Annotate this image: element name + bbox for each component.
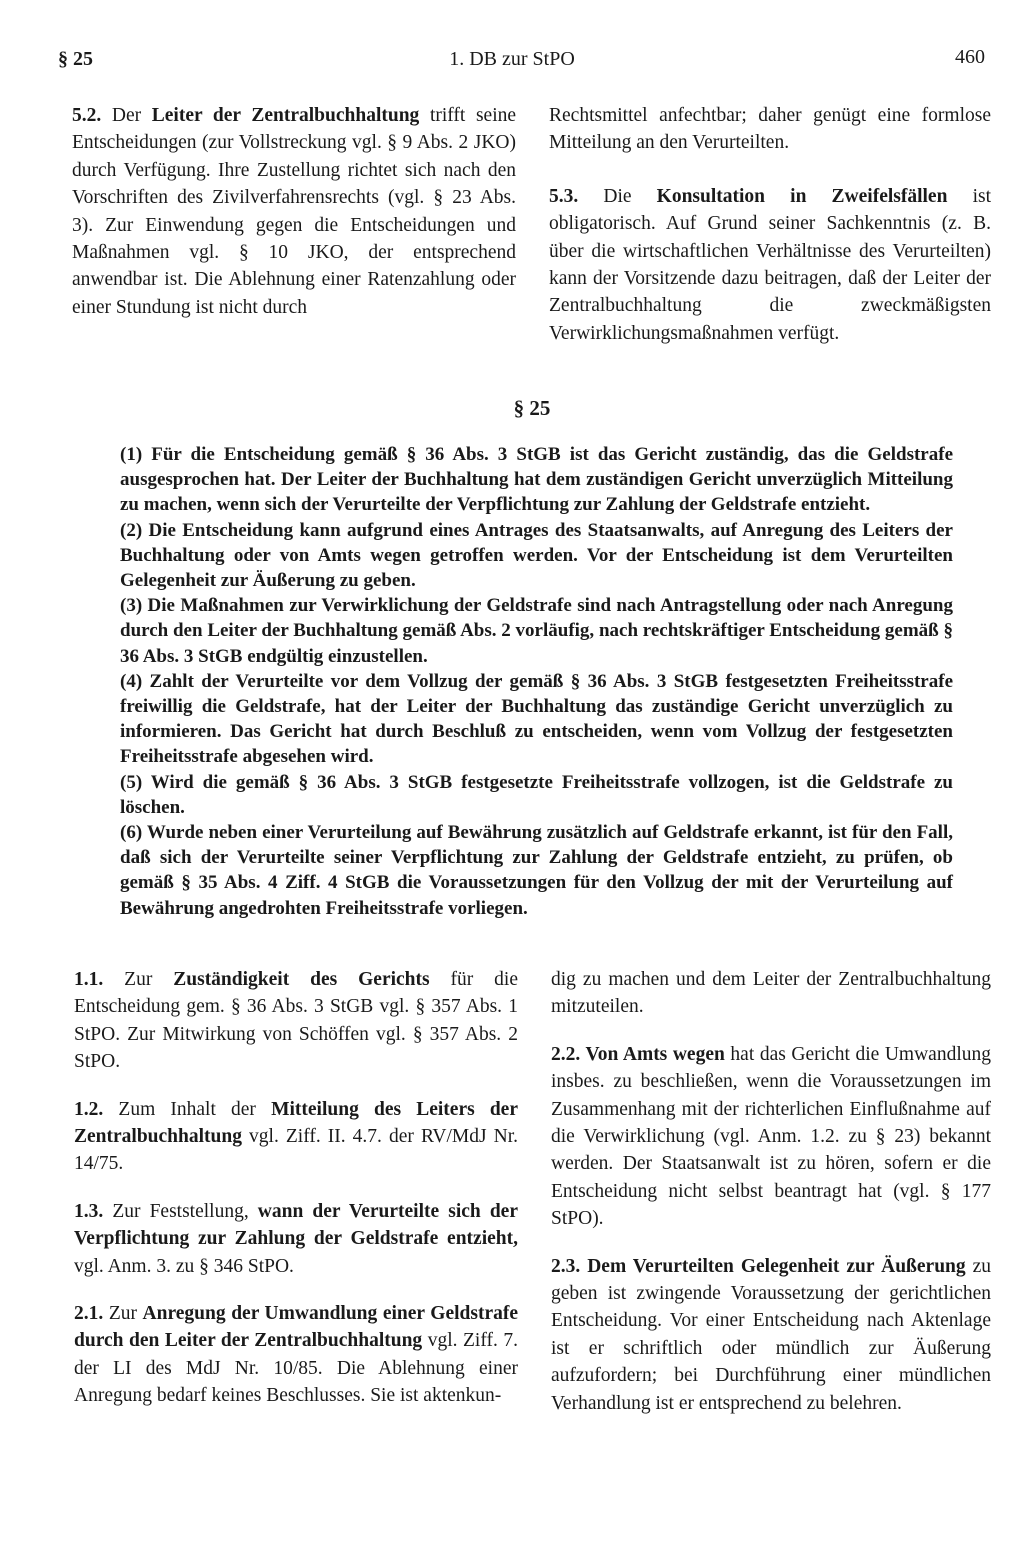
law-paragraph: (1) Für die Entscheidung gemäß § 36 Abs. 3 StGB ist das Gericht zuständig, das die Geldstrafe ausgesprochen hat. Der Leiter der Buchhaltung hat dem zuständigen Gericht unverzüglich Mitteilung zu machen, wenn sich der Verurteilte der Verpflichtung zur Zahlung der Geldstrafe entzieht. [120,444,953,516]
text-run: Zur Feststellung, [103,1200,258,1222]
text-run: ist obligatorisch. Auf Grund seiner Sachkenntnis (z. B. über die wirtschaftlichen Verhältnisse des Verurteilten) kann der Vorsitzende dazu beitragen, daß der Leiter der Zentralbuchhaltung die zweckmäßigsten Verwirklichungsmaßnahmen verfügt. [549,185,991,344]
top-right-column [549,102,991,347]
paragraph-2-3 [551,1253,991,1417]
paragraph-number: 2.1. [74,1303,104,1325]
text-run: vgl. Anm. 3. zu § 346 StPO. [74,1255,294,1277]
paragraph-number: 1.3. [74,1200,104,1222]
law-paragraph: (3) Die Maßnahmen zur Verwirklichung der Geldstrafe sind nach Antragstellung oder nach Anregung durch den Leiter der Buchhaltung gemäß Abs. 2 vorläufig, nach rechtskräftiger Entscheidung gemäß § 36 Abs. 3 StGB endgültig einzustellen. [120,595,953,667]
text-run: zu geben ist zwingende Voraussetzung der gerichtlichen Entscheidung. Vor einer Entscheidung nach Aktenlage ist er schriftlich oder mündlich zur Äußerung aufzufordern; bei Durchführung einer mündlichen Verhandlung ist er entsprechend zu belehren. [551,1255,992,1414]
paragraph-1-2 [74,1096,518,1178]
paragraph-number: 5.2. [72,105,102,126]
bold-term: Mitteilung des Leiters der Zentralbuchhaltung [74,1098,518,1148]
paragraph-5-3 [549,183,991,347]
text-run: Der [101,105,152,126]
header-title: 1. DB zur StPO [449,48,575,70]
section-title: § 25 [513,396,551,420]
paragraph-number: 1.1. [74,969,104,990]
bold-term: Dem Verurteilten Gelegenheit zur Äußerung [580,1255,966,1277]
paragraph-number: 2.3. [551,1255,581,1277]
text-run: Zur [103,969,174,990]
text-run: für die Entscheidung gem. § 36 Abs. 3 StGB vgl. § 357 Abs. 1 StPO. Zur Mitwirkung von Schöffen vgl. § 357 Abs. 2 StPO. [74,969,519,1073]
paragraph-1-1 [74,966,518,1076]
text-run: Zum Inhalt der [103,1098,272,1120]
text-run: hat das Gericht die Umwandlung insbes. zu beschließen, wenn die Voraussetzungen im Zusammenhang mit der richterlichen Einflußnahme auf die Verwirklichung (vgl. Anm. 1.2. zu § 23) bekannt werden. Der Staatsanwalt ist zu hören, sofern er die Entscheidung nicht selbst beantragt hat (vgl. § 177 StPO). [551,1043,991,1230]
bold-term: wann der Verurteilte sich der Verpflichtung zur Zahlung der Geldstrafe entzieht, [74,1200,518,1250]
bold-term: Leiter der Zentralbuchhaltung [151,105,420,126]
text-run: vgl. Ziff. II. 4.7. der RV/MdJ Nr. 14/75. [74,1126,518,1175]
paragraph-2-1 [74,1300,518,1410]
bold-term: Zuständigkeit des Gerichts [173,969,430,990]
top-left-column [72,102,516,321]
paragraph-number: 5.3. [549,185,579,207]
text-run: trifft seine Entscheidungen (zur Vollstreckung vgl. § 9 Abs. 2 JKO) durch Verfügung. Ihre Zustellung richtet sich nach den Vorschriften des Zivilverfahrensrechts (vgl. § 23 Abs. 3). Zur Einwendung gegen die Entscheidungen und Maßnahmen vgl. § 10 JKO, der entsprechend anwendbar ist. Die Ablehnung einer Ratenzahlung oder einer Stundung ist nicht durch [72,105,517,318]
text-run: Die [578,185,657,207]
law-paragraph: (5) Wird die gemäß § 36 Abs. 3 StGB festgesetzte Freiheitsstrafe vollzogen, ist die Geldstrafe zu löschen. [120,771,953,818]
paragraph-5-2 [72,102,516,321]
law-paragraph: (4) Zahlt der Verurteilte vor dem Vollzug der gemäß § 36 Abs. 3 StGB festgesetzten Freiheitsstrafe freiwillig die Geldstrafe, hat der Leiter der Buchhaltung das zuständige Gericht unverzüglich zu informieren. Das Gericht hat durch Beschluß zu entscheiden, wenn vom Vollzug der festgesetzten Freiheitsstrafe abgesehen wird. [120,670,953,768]
paragraph-2-2 [551,1041,991,1233]
paragraph-1-3 [74,1198,518,1280]
bold-term: Von Amts wegen [580,1043,725,1065]
law-text [120,442,953,921]
law-paragraph: (6) Wurde neben einer Verurteilung auf Bewährung zusätzlich auf Geldstrafe erkannt, ist für den Fall, daß sich der Verurteilte seiner Verpflichtung zur Zahlung der Geldstrafe entzieht, zu prüfen, ob gemäß § 35 Abs. 4 Ziff. 4 StGB die Voraussetzungen für den Vollzug der mit der Verurteilung auf Bewährung angedrohten Freiheitsstrafe vorliegen. [120,822,953,919]
law-paragraph: (2) Die Entscheidung kann aufgrund eines Antrages des Staatsanwalts, auf Anregung des Leiters der Buchhaltung oder von Amts wegen getroffen werden. Vor der Entscheidung ist dem Verurteilten Gelegenheit zur Äußerung zu geben. [120,519,953,592]
paragraph-number: 1.2. [74,1098,104,1120]
bold-term: Konsultation in Zweifelsfällen [656,185,948,207]
page-number: 460 [955,46,985,68]
text-run: Zur [103,1303,143,1325]
paragraph-continuation: Rechtsmittel anfechtbar; daher genügt eine formlose Mitteilung an den Verurteilten. [549,105,991,154]
text-run: vgl. Ziff. 7. der LI des MdJ Nr. 10/85. Die Ablehnung einer Anregung bedarf keines Beschlusses. Sie ist aktenkun- [74,1330,518,1407]
bottom-right-column [551,966,991,1417]
bottom-left-column [74,966,518,1410]
header-section: § 25 [58,48,93,70]
bold-term: Anregung der Umwandlung einer Geldstrafe durch den Leiter der Zentralbuchhaltung [74,1303,518,1352]
paragraph-number: 2.2. [551,1043,581,1065]
paragraph-continuation: dig zu machen und dem Leiter der Zentralbuchhaltung mitzuteilen. [551,969,991,1018]
